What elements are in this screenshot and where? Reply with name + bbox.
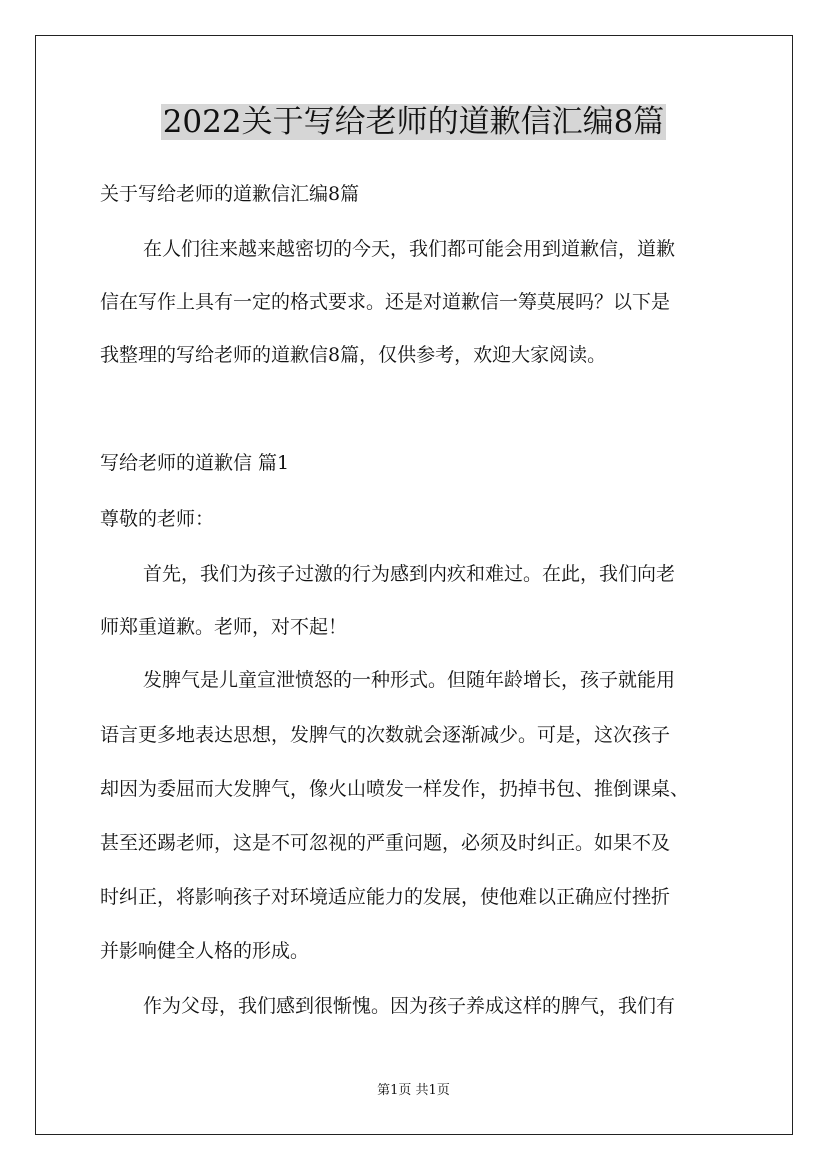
document-title-text: 2022关于写给老师的道歉信汇编8篇 — [162, 104, 665, 140]
body-line-6: 甚至还踢老师，这是不可忽视的严重问题，必须及时纠正。如果不及 — [100, 832, 671, 854]
document-title — [0, 100, 827, 144]
body-line-7: 时纠正，将影响孩子对环境适应能力的发展，使他难以正确应付挫折 — [100, 886, 671, 908]
document-subtitle: 关于写给老师的道歉信汇编8篇 — [100, 183, 360, 205]
page-footer: 第1页 共1页 — [377, 1083, 450, 1098]
intro-line-1: 在人们往来越来越密切的今天，我们都可能会用到道歉信，道歉 — [143, 238, 676, 260]
body-line-1: 首先，我们为孩子过激的行为感到内疚和难过。在此，我们向老 — [143, 563, 676, 585]
salutation: 尊敬的老师： — [100, 508, 215, 530]
body-line-2: 师郑重道歉。老师，对不起！ — [100, 616, 348, 638]
body-line-3: 发脾气是儿童宣泄愤怒的一种形式。但随年龄增长，孩子就能用 — [143, 669, 676, 691]
intro-line-2: 信在写作上具有一定的格式要求。还是对道歉信一筹莫展吗？以下是 — [100, 291, 671, 313]
body-line-9: 作为父母，我们感到很惭愧。因为孩子养成这样的脾气，我们有 — [143, 995, 676, 1017]
intro-line-3: 我整理的写给老师的道歉信8篇，仅供参考，欢迎大家阅读。 — [100, 344, 607, 366]
body-line-4: 语言更多地表达思想，发脾气的次数就会逐渐减少。可是，这次孩子 — [100, 724, 671, 746]
body-line-5: 却因为委屈而大发脾气，像火山喷发一样发作，扔掉书包、推倒课桌、 — [100, 778, 690, 800]
body-line-8: 并影响健全人格的形成。 — [100, 940, 310, 962]
section-heading: 写给老师的道歉信 篇1 — [100, 452, 290, 474]
